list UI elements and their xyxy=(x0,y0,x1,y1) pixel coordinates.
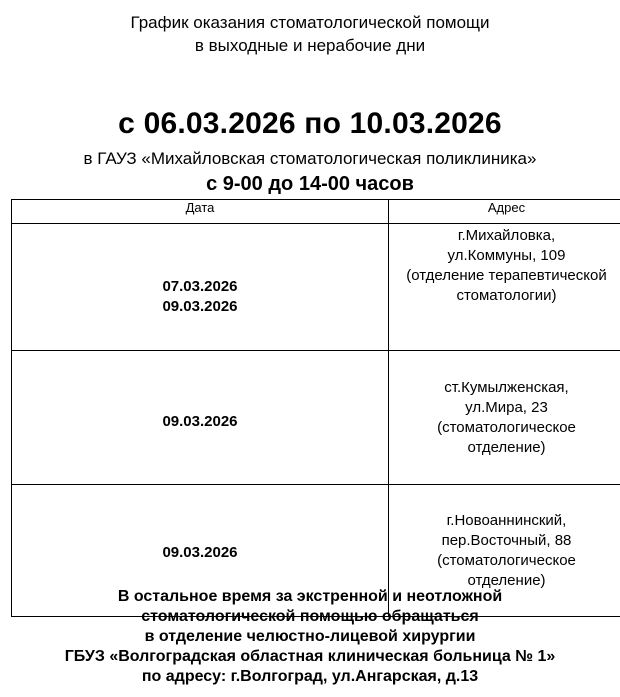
column-header-date: Дата xyxy=(12,200,389,224)
hospital-address: по адресу: г.Волгоград, ул.Ангарская, д.13 xyxy=(141,668,479,685)
schedule-table xyxy=(11,199,620,617)
date-value: 07.03.2026 xyxy=(162,278,238,295)
address-cell xyxy=(389,224,620,351)
table-row xyxy=(12,351,620,485)
emergency-note-line: В остальное время за экстренной и неотложной xyxy=(117,588,503,605)
date-cell xyxy=(12,224,389,351)
address-line: ст.Кумылженская, xyxy=(444,378,569,396)
address-line: (стоматологическое xyxy=(437,551,576,569)
address-line: (стоматологическое xyxy=(437,418,576,436)
address-line: ул.Коммуны, 109 xyxy=(447,247,566,264)
working-hours: с 9-00 до 14-00 часов xyxy=(206,173,414,195)
column-header-address: Адрес xyxy=(389,200,620,224)
address-cell xyxy=(389,351,620,485)
table-header-row xyxy=(12,200,620,224)
title-line-2: в выходные и нерабочие дни xyxy=(194,36,426,55)
table-row xyxy=(12,224,620,351)
address-line: г.Михайловка, xyxy=(457,227,556,244)
address-line: отделение) xyxy=(467,571,546,589)
address-line: пер.Восточный, 88 xyxy=(441,531,572,549)
period-heading: с 06.03.2026 по 10.03.2026 xyxy=(118,107,502,140)
address-line: ул.Мира, 23 xyxy=(465,398,548,416)
date-cell xyxy=(12,351,389,485)
date-value: 09.03.2026 xyxy=(162,298,238,315)
emergency-note-line: стоматологической помощью обращаться xyxy=(141,608,479,625)
address-line: стоматологии) xyxy=(456,287,557,304)
hospital-name: ГБУЗ «Волгоградская областная клиническая больница № 1» xyxy=(64,648,556,665)
emergency-note xyxy=(0,587,620,687)
emergency-note-line: в отделение челюстно-лицевой хирургии xyxy=(144,628,476,645)
address-line: отделение) xyxy=(467,438,546,456)
title-line-1: График оказания стоматологической помощи xyxy=(130,13,490,32)
address-line: (отделение терапевтической xyxy=(406,267,607,284)
institution-name: в ГАУЗ «Михайловская стоматологическая поликлиника» xyxy=(83,149,537,168)
date-value: 09.03.2026 xyxy=(162,543,238,561)
date-value: 09.03.2026 xyxy=(162,412,238,430)
address-line: г.Новоаннинский, xyxy=(446,511,567,529)
